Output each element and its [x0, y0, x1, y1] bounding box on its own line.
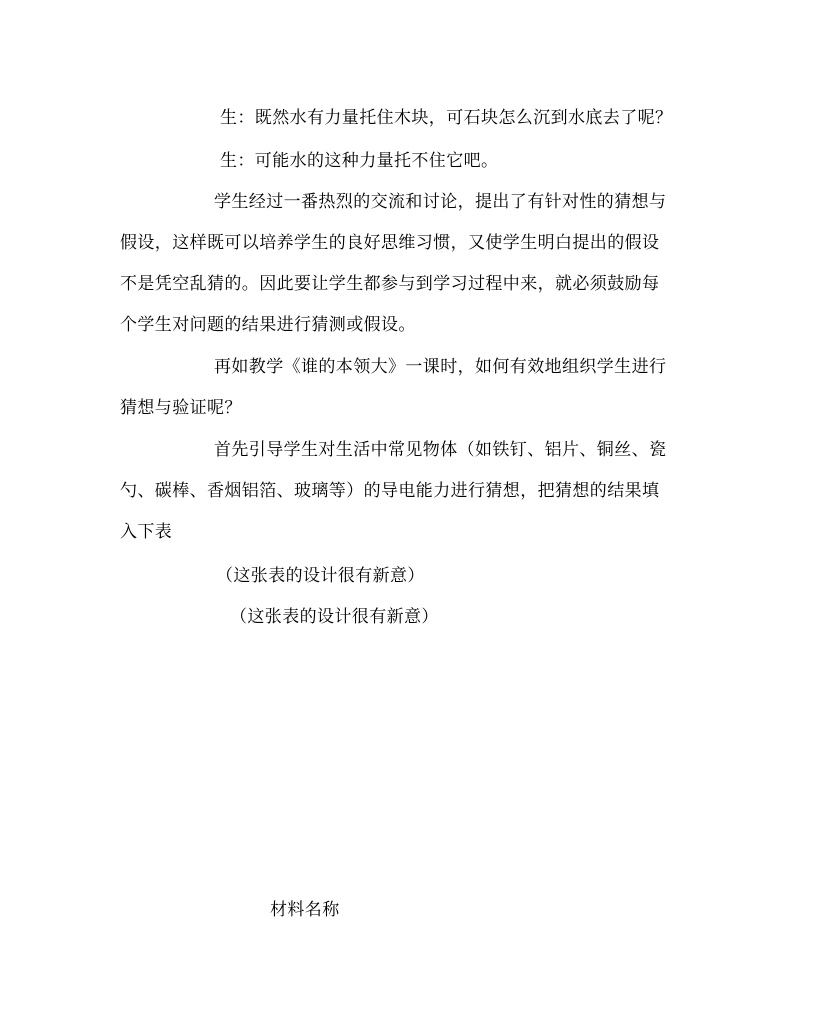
paragraph-3-line-3: 入下表 [120, 522, 173, 542]
paragraph-1-line-4: 个学生对问题的结果进行猜测或假设。 [120, 315, 416, 335]
paragraph-3-line-1: 首先引导学生对生活中常见物体（如铁钉、铝片、铜丝、瓷 [214, 440, 667, 460]
paragraph-2-line-1: 再如教学《谁的本领大》一课时，如何有效地组织学生进行 [214, 357, 667, 377]
paragraph-2-line-2: 猜想与验证呢？ [120, 398, 242, 418]
table-header-material-name: 材料名称 [270, 900, 340, 920]
paragraph-1-line-1: 学生经过一番热烈的交流和讨论，提出了有针对性的猜想与 [214, 192, 667, 212]
table-note-2: （这张表的设计很有新意） [230, 607, 439, 627]
dialogue-line-2: 生：可能水的这种力量托不住它吧。 [220, 151, 499, 171]
paragraph-1-line-2: 假设，这样既可以培养学生的良好思维习惯，又使学生明白提出的假设 [120, 233, 660, 253]
paragraph-1-line-3: 不是凭空乱猜的。因此要让学生都参与到学习过程中来，就必须鼓励每 [120, 274, 660, 294]
dialogue-line-1: 生：既然水有力量托住木块，可石块怎么沉到水底去了呢？ [220, 108, 673, 128]
table-note-1: （这张表的设计很有新意） [216, 566, 425, 586]
paragraph-3-line-2: 勺、碳棒、香烟铝箔、玻璃等）的导电能力进行猜想，把猜想的结果填 [120, 481, 660, 501]
